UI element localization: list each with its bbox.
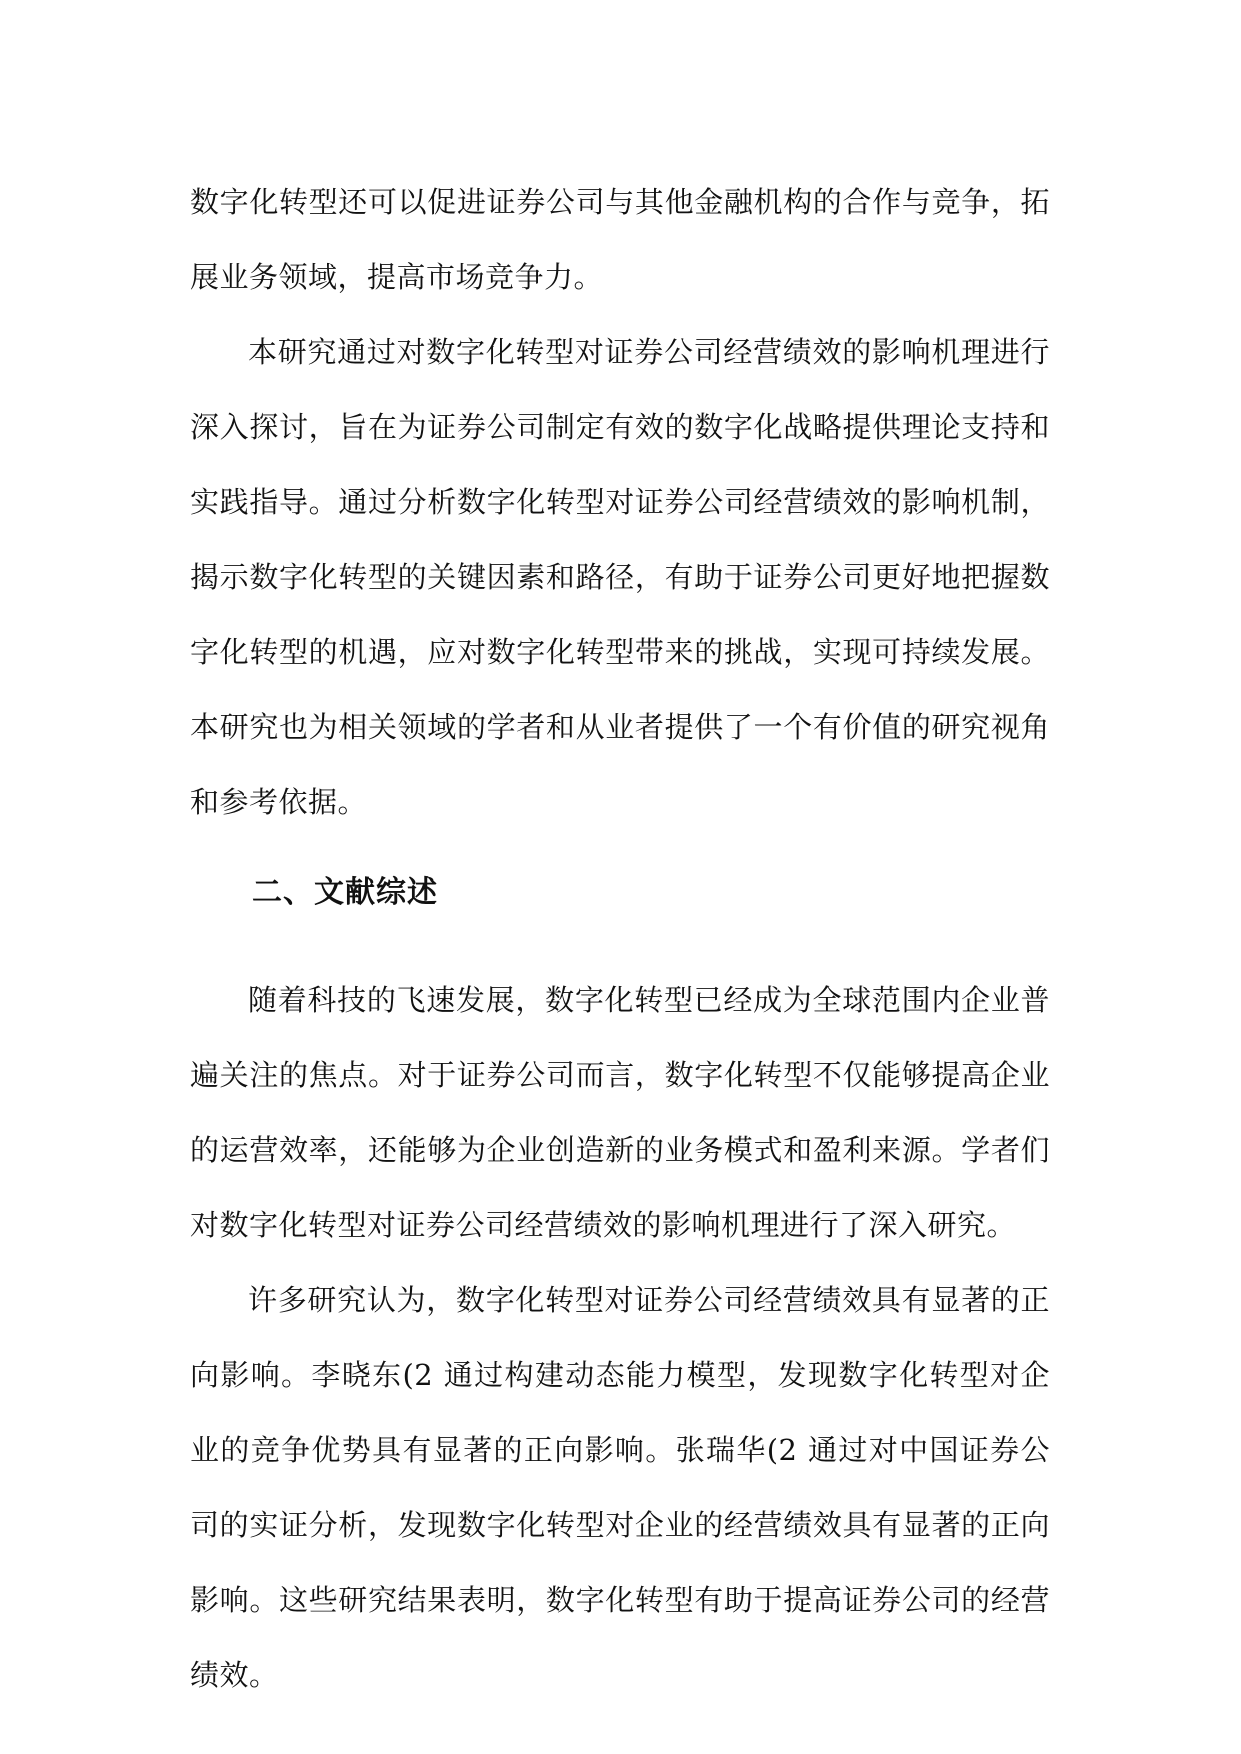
section-heading: 二、文献综述 (252, 874, 438, 910)
paragraph-continuation: 数字化转型还可以促进证券公司与其他金融机构的合作与竞争，拓展业务领域，提高市场竞争力。 (190, 185, 1050, 294)
paragraph-literature-findings: 许多研究认为，数字化转型对证券公司经营绩效具有显著的正向影响。李晓东(2 通过构建动态能力模型，发现数字化转型对企业的竞争优势具有显著的正向影响。张瑞华(2 通过对中国证券公司的实证分析，发现数字化转型对企业的经营绩效具有显著的正向影响。这些研究结果表明，数字化转型有助于提高证券公司的经营绩效。 (190, 1283, 1050, 1692)
paragraph-research-purpose: 本研究通过对数字化转型对证券公司经营绩效的影响机理进行深入探讨，旨在为证券公司制定有效的数字化战略提供理论支持和实践指导。通过分析数字化转型对证券公司经营绩效的影响机制，揭示数字化转型的关键因素和路径，有助于证券公司更好地把握数字化转型的机遇，应对数字化转型带来的挑战，实现可持续发展。本研究也为相关领域的学者和从业者提供了一个有价值的研究视角和参考依据。 (190, 335, 1050, 819)
paragraph-literature-intro: 随着科技的飞速发展，数字化转型已经成为全球范围内企业普遍关注的焦点。对于证券公司而言，数字化转型不仅能够提高企业的运营效率，还能够为企业创造新的业务模式和盈利来源。学者们对数字化转型对证券公司经营绩效的影响机理进行了深入研究。 (190, 983, 1050, 1242)
